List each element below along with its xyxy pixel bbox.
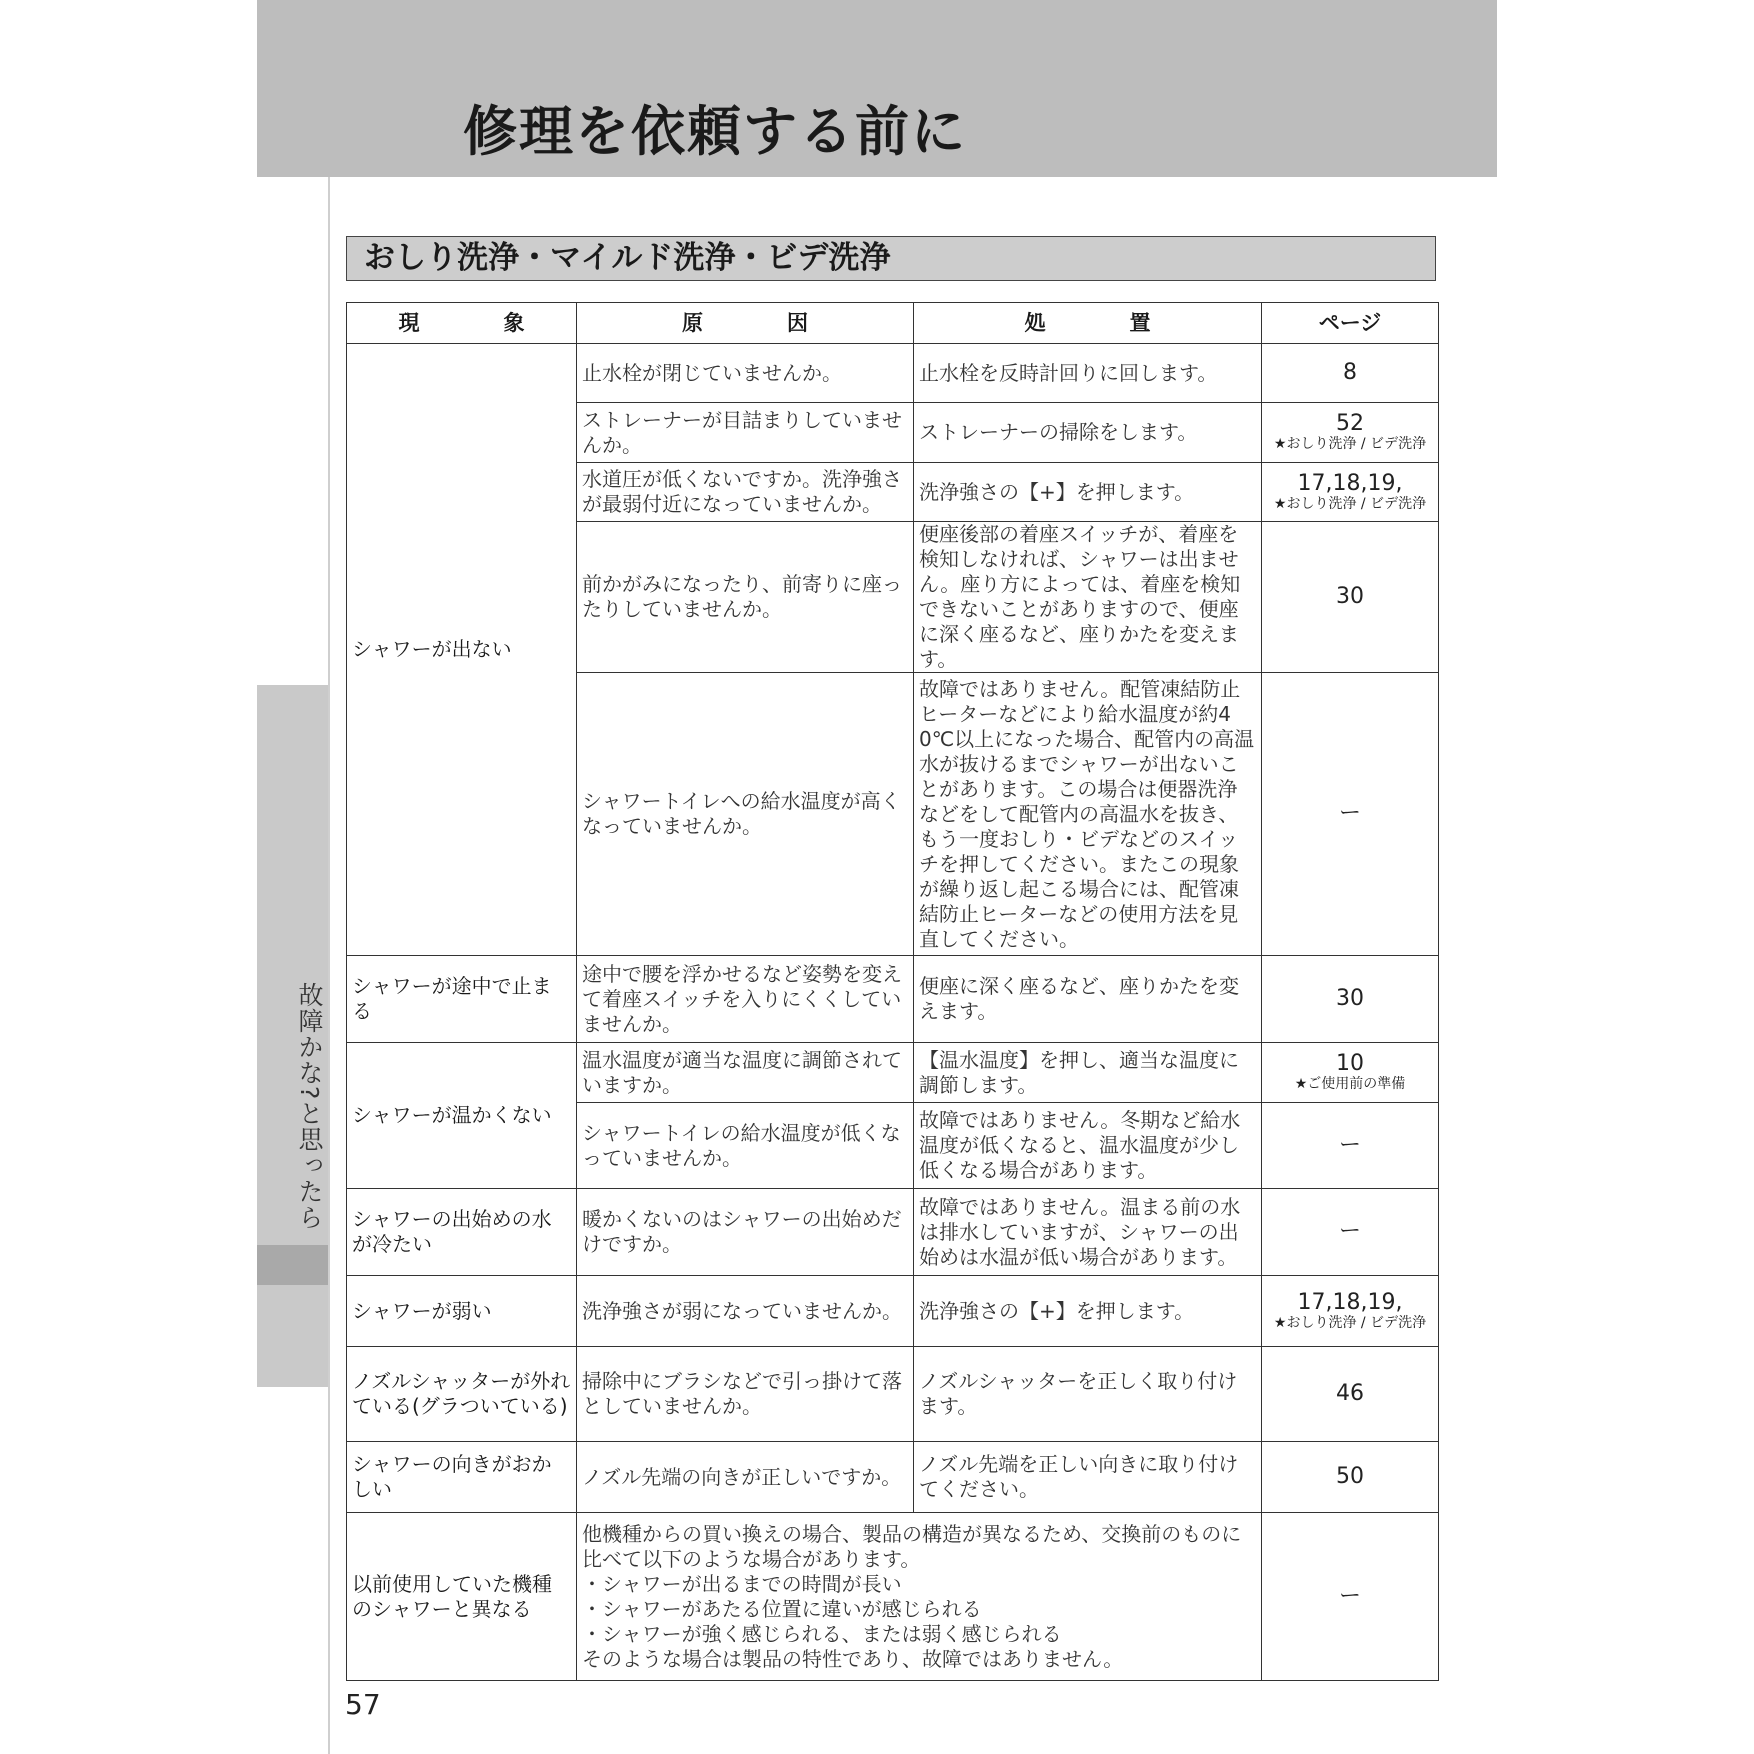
page-cell xyxy=(1262,1442,1439,1513)
page-title: 修理を依頼する前に xyxy=(463,100,967,163)
page-cell xyxy=(1262,344,1439,403)
header-cause: 原 因 xyxy=(577,303,914,344)
page-cell xyxy=(1262,403,1439,463)
table-row xyxy=(347,1276,1439,1347)
explanation-bullet: ・シャワーが出るまでの時間が長い xyxy=(582,1571,902,1596)
section-title: おしり洗浄・マイルド洗浄・ビデ洗浄 xyxy=(364,240,891,276)
page-reference: ー xyxy=(1338,1132,1361,1158)
symptom-cell: 以前使用していた機種のシャワーと異なる xyxy=(347,1513,577,1681)
explanation-bullet: ・シャワーがあたる位置に違いが感じられる xyxy=(582,1596,982,1621)
cause-cell: ストレーナーが目詰まりしていませんか。 xyxy=(577,403,914,463)
header-remedy: 処 置 xyxy=(914,303,1262,344)
page-cell xyxy=(1262,1276,1439,1347)
symptom-cell: シャワーが途中で止まる xyxy=(347,956,577,1043)
cause-cell: 掃除中にブラシなどで引っ掛けて落としていませんか。 xyxy=(577,1347,914,1442)
page-cell xyxy=(1262,522,1439,673)
symptom-cell: シャワーの出始めの水が冷たい xyxy=(347,1189,577,1276)
troubleshooting-table xyxy=(346,302,1439,1681)
table-row xyxy=(347,1347,1439,1442)
remedy-cell: ストレーナーの掃除をします。 xyxy=(914,403,1262,463)
cause-cell: 水道圧が低くないですか。洗浄強さが最弱付近になっていませんか。 xyxy=(577,463,914,522)
header-symptom: 現 象 xyxy=(347,303,577,344)
side-tab-lower xyxy=(257,1285,328,1387)
page-reference: 50 xyxy=(1336,1464,1364,1489)
header-page: ページ xyxy=(1262,303,1439,344)
page-reference-note: ★おしり洗浄 / ビデ洗浄 xyxy=(1273,436,1427,452)
remedy-cell: 【温水温度】を押し、適当な温度に調節します。 xyxy=(914,1043,1262,1103)
page-cell xyxy=(1262,1189,1439,1276)
explanation-bullet: ・シャワーが強く感じられる、または弱く感じられる xyxy=(582,1621,1062,1646)
remedy-cell: 便座後部の着座スイッチが、着座を検知しなければ、シャワーは出ません。座り方によっては、着座を検知できないことがありますので、便座に深く座るなど、座りかたを変えます。 xyxy=(914,522,1262,673)
remedy-cell: 故障ではありません。冬期など給水温度が低くなると、温水温度が少し低くなる場合があります。 xyxy=(914,1103,1262,1189)
explanation-line: そのような場合は製品の特性であり、故障ではありません。 xyxy=(582,1646,1124,1671)
page-reference: 52 xyxy=(1336,411,1364,436)
symptom-cell: シャワーが温かくない xyxy=(347,1043,577,1189)
page-reference: ー xyxy=(1338,1219,1361,1244)
remedy-cell: ノズルシャッターを正しく取り付けます。 xyxy=(914,1347,1262,1442)
symptom-cell: シャワーが弱い xyxy=(347,1276,577,1347)
table-header-row xyxy=(347,303,1439,344)
side-tab-label: 故障かな?と思ったら xyxy=(295,982,324,1231)
table-row xyxy=(347,1513,1439,1681)
page-reference: 30 xyxy=(1336,584,1364,609)
symptom-cell: ノズルシャッターが外れている(グラついている) xyxy=(347,1347,577,1442)
remedy-cell: 止水栓を反時計回りに回します。 xyxy=(914,344,1262,403)
page-reference-note: ★おしり洗浄 / ビデ洗浄 xyxy=(1273,495,1427,512)
page-reference: ー xyxy=(1338,801,1361,826)
page-cell xyxy=(1262,1103,1439,1189)
page-cell xyxy=(1262,1513,1439,1681)
page-number: 57 xyxy=(345,1688,381,1721)
section-heading xyxy=(346,236,1436,281)
cause-cell: 途中で腰を浮かせるなど姿勢を変えて着座スイッチを入りにくくしていませんか。 xyxy=(577,956,914,1043)
table-row xyxy=(347,1442,1439,1513)
remedy-cell: ノズル先端を正しい向きに取り付けてください。 xyxy=(914,1442,1262,1513)
page-cell xyxy=(1262,1347,1439,1442)
cause-cell: ノズル先端の向きが正しいですか。 xyxy=(577,1442,914,1513)
page-cell xyxy=(1262,1043,1439,1103)
page-reference: ー xyxy=(1338,1583,1361,1609)
page-reference-note: ★おしり洗浄 / ビデ洗浄 xyxy=(1273,1314,1427,1331)
page-reference-note: ★ご使用前の準備 xyxy=(1294,1076,1406,1092)
table-row xyxy=(347,1043,1439,1103)
page-reference: 10 xyxy=(1336,1051,1364,1076)
cause-cell: シャワートイレへの給水温度が高くなっていませんか。 xyxy=(577,673,914,956)
table-row xyxy=(347,344,1439,403)
page-reference: 17,18,19, xyxy=(1297,1289,1403,1315)
cause-cell: 前かがみになったり、前寄りに座ったりしていませんか。 xyxy=(577,522,914,673)
page-cell xyxy=(1262,463,1439,522)
explanation-line: 他機種からの買い換えの場合、製品の構造が異なるため、交換前のものに比べて以下のような場合があります。 xyxy=(582,1521,1242,1571)
page-reference: 8 xyxy=(1343,360,1357,385)
margin-rule xyxy=(328,177,330,1754)
cause-cell: 暖かくないのはシャワーの出始めだけですか。 xyxy=(577,1189,914,1276)
page-cell xyxy=(1262,673,1439,956)
remedy-cell: 故障ではありません。配管凍結防止ヒーターなどにより給水温度が約40℃以上になった場合、配管内の高温水が抜けるまでシャワーが出ないことがあります。この場合は便器洗浄などをして配管内の高温水を抜き、もう一度おしり・ビデなどのスイッチを押してください。またこの現象が繰り返し起こる場合には、配管凍結防止ヒーターなどの使用方法を見直してください。 xyxy=(914,673,1262,956)
page-reference: 46 xyxy=(1336,1381,1364,1406)
cause-cell: 止水栓が閉じていませんか。 xyxy=(577,344,914,403)
page-cell xyxy=(1262,956,1439,1043)
remedy-cell: 洗浄強さの【+】を押します。 xyxy=(914,463,1262,522)
cause-cell: 洗浄強さが弱になっていませんか。 xyxy=(577,1276,914,1347)
explanation-cell xyxy=(577,1513,1262,1681)
remedy-cell: 洗浄強さの【+】を押します。 xyxy=(914,1276,1262,1347)
remedy-cell: 故障ではありません。温まる前の水は排水していますが、シャワーの出始めは水温が低い場合があります。 xyxy=(914,1189,1262,1276)
page-reference: 17,18,19, xyxy=(1297,470,1403,496)
remedy-cell: 便座に深く座るなど、座りかたを変えます。 xyxy=(914,956,1262,1043)
cause-cell: 温水温度が適当な温度に調節されていますか。 xyxy=(577,1043,914,1103)
side-tab-marker xyxy=(257,1245,328,1285)
symptom-cell: シャワーの向きがおかしい xyxy=(347,1442,577,1513)
table-row xyxy=(347,956,1439,1043)
page-reference: 30 xyxy=(1336,986,1364,1011)
table-row xyxy=(347,1189,1439,1276)
cause-cell: シャワートイレの給水温度が低くなっていませんか。 xyxy=(577,1103,914,1189)
symptom-cell: シャワーが出ない xyxy=(347,344,577,956)
